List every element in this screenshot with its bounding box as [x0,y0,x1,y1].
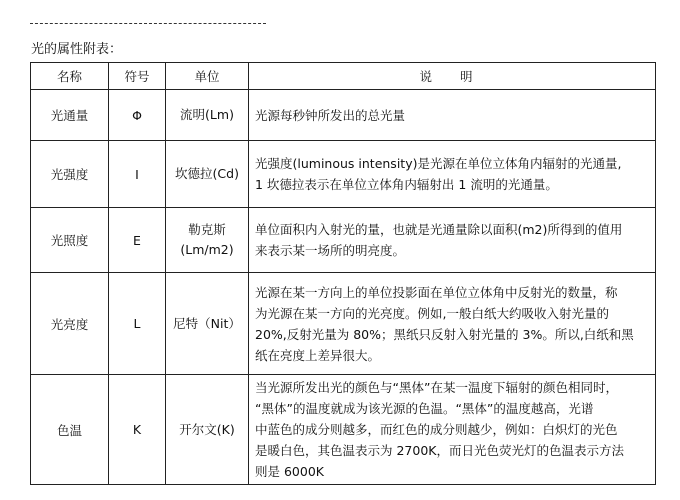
unit-line: 勒克斯 [188,222,226,237]
table-row [31,208,656,273]
cell-name: 光亮度 [31,273,109,375]
description-line: 来表示某一场所的明亮度。 [255,243,406,258]
unit-line: (Lm/m2) [180,242,234,257]
table-row [31,375,656,485]
cell-unit [166,375,249,485]
cell-symbol: E [109,208,166,273]
description-line: 是暖白色，其色温表示为 2700K，而日光色荧光灯的色温表示方法 [255,443,624,458]
cell-unit [166,141,249,208]
light-properties-table [30,62,656,485]
cell-name: 色温 [31,375,109,485]
cell-description [249,273,656,375]
description-line: 光源在某一方向上的单位投影面在单位立体角中反射光的数量，称 [255,284,618,300]
header-unit: 单位 [166,63,249,90]
cell-description [249,90,656,141]
description-line: 光强度(luminous intensity)是光源在单位立体角内辐射的光通量, [255,156,622,171]
description-line: 为光源在某一方向的光亮度。例如,一般白纸大约吸收入射光量的 [255,305,609,321]
table-caption: 光的属性附表： [31,42,123,57]
dashed-separator [30,23,266,24]
table-row [31,141,656,208]
cell-description [249,141,656,208]
description-line: 则是 6000K [255,464,324,479]
description-line: “黑体”的温度就成为该光源的色温。“黑体”的温度越高，光谱 [255,401,594,416]
cell-name: 光照度 [31,208,109,273]
cell-name: 光通量 [31,90,109,141]
unit-line: 尼特（Nit） [173,315,241,331]
header-row [31,63,656,90]
description-line: 当光源所发出光的颜色与“黑体”在某一温度下辐射的颜色相同时， [255,380,618,395]
cell-unit [166,273,249,375]
unit-line: 坎德拉(Cd) [175,166,239,181]
cell-symbol: K [109,375,166,485]
cell-symbol: L [109,273,166,375]
header-name: 名称 [31,63,109,90]
cell-description [249,208,656,273]
cell-symbol: I [109,141,166,208]
description-line: 纸在亮度上差异很大。 [255,347,381,363]
header-description: 说 明 [249,63,656,90]
description-line: 20%,反射光量为 80%；黑纸只反射入射光量的 3%。所以,白纸和黑 [255,326,634,342]
unit-line: 流明(Lm) [180,107,234,122]
cell-unit [166,90,249,141]
description-line: 1 坎德拉表示在单位立体角内辐射出 1 流明的光通量。 [255,177,558,192]
cell-symbol: Φ [109,90,166,141]
cell-description [249,375,656,485]
cell-name: 光强度 [31,141,109,208]
description-line: 光源每秒钟所发出的总光量 [255,107,406,123]
description-line: 中蓝色的成分则越多，而红色的成分则越少，例如：白炽灯的光色 [255,422,618,437]
description-line: 单位面积内入射光的量，也就是光通量除以面积(m2)所得到的值用 [255,222,623,237]
unit-line: 开尔文(K) [179,421,235,437]
header-symbol: 符号 [109,63,166,90]
table-row [31,90,656,141]
table-row [31,273,656,375]
cell-unit [166,208,249,273]
